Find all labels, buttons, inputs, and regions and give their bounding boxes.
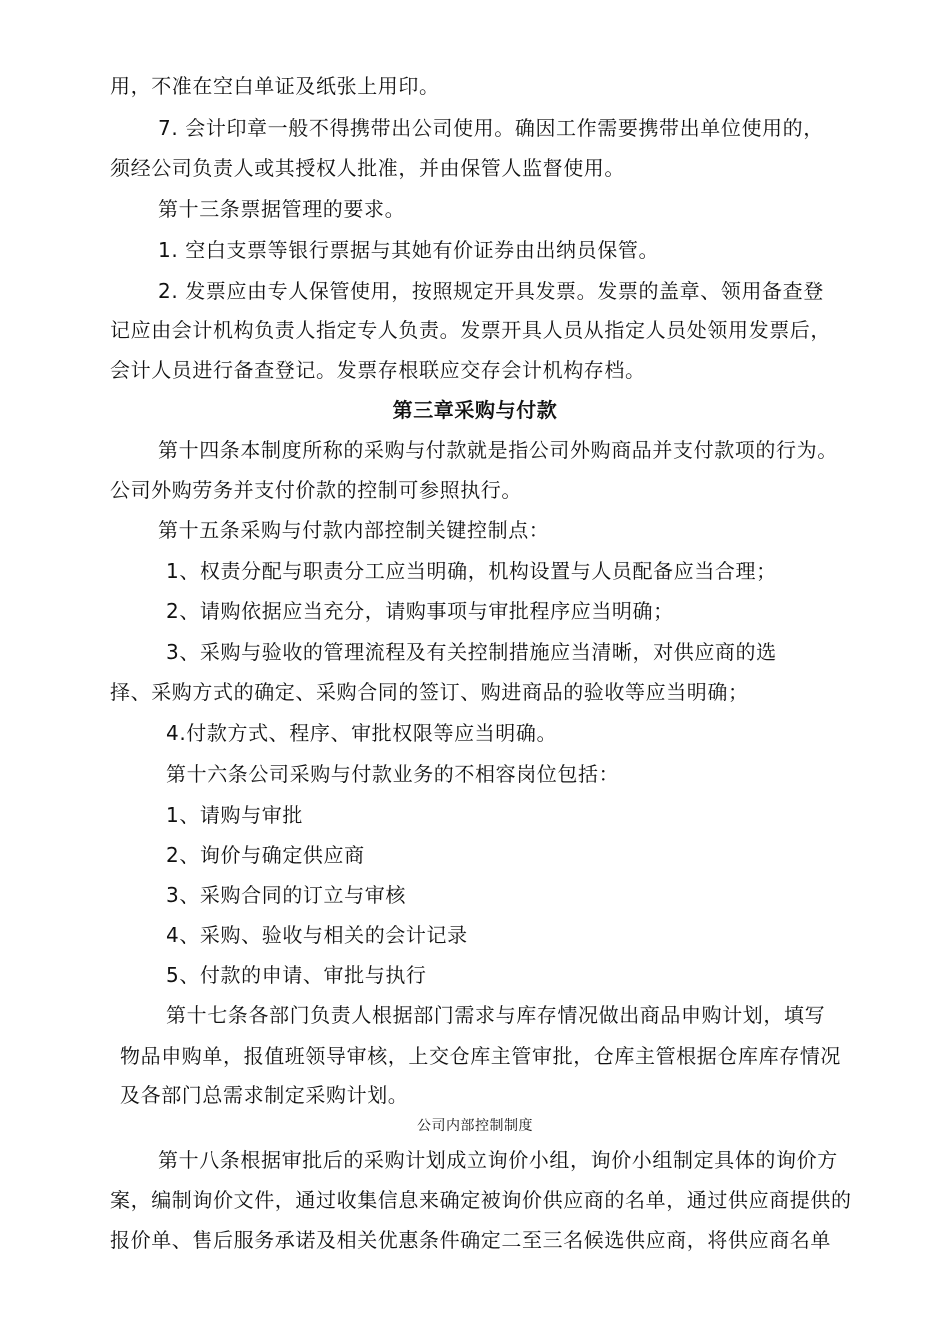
paragraph-line: 第十三条票据管理的要求。	[158, 197, 406, 221]
paragraph-line: 用，不准在空白单证及纸张上用印。	[110, 74, 440, 98]
paragraph-line: 及各部门总需求制定采购计划。	[120, 1083, 409, 1107]
paragraph-line: 会计人员进行备查登记。发票存根联应交存会计机构存档。	[110, 358, 646, 382]
list-item: 2、询价与确定供应商	[166, 843, 365, 867]
list-item: 4、采购、验收与相关的会计记录	[166, 923, 468, 947]
paragraph-line: 第十六条公司采购与付款业务的不相容岗位包括：	[166, 762, 620, 786]
list-item: 2、请购依据应当充分，请购事项与审批程序应当明确；	[166, 599, 674, 623]
paragraph-line: 报价单、售后服务承诺及相关优惠条件确定二至三名候选供应商，将供应商名单	[110, 1228, 831, 1252]
list-item: 3、采购合同的订立与审核	[166, 883, 406, 907]
list-item: 4.付款方式、程序、审批权限等应当明确。	[166, 721, 558, 745]
list-item: 1、请购与审批	[166, 803, 303, 827]
chapter-title: 第三章采购与付款	[392, 398, 558, 422]
document-header-title: 公司内部控制制度	[417, 1118, 533, 1134]
paragraph-line: 案，编制询价文件，通过收集信息来确定被询价供应商的名单，通过供应商提供的	[110, 1188, 852, 1212]
list-item: 3、采购与验收的管理流程及有关控制措施应当清晰，对供应商的选	[166, 640, 777, 664]
paragraph-line: 7. 会计印章一般不得携带出公司使用。确因工作需要携带出单位使用的，	[158, 116, 824, 140]
paragraph-line: 第十八条根据审批后的采购计划成立询价小组，询价小组制定具体的询价方	[158, 1148, 838, 1172]
paragraph-line: 1. 空白支票等银行票据与其她有价证券由出纳员保管。	[158, 238, 660, 262]
paragraph-line: 须经公司负责人或其授权人批准，并由保管人监督使用。	[110, 156, 625, 180]
paragraph-line: 公司外购劳务并支付价款的控制可参照执行。	[110, 478, 522, 502]
paragraph-line: 记应由会计机构负责人指定专人负责。发票开具人员从指定人员处领用发票后，	[110, 318, 831, 342]
paragraph-line: 2. 发票应由专人保管使用，按照规定开具发票。发票的盖章、领用备查登	[158, 279, 824, 303]
paragraph-line: 第十七条各部门负责人根据部门需求与库存情况做出商品申购计划，填写	[166, 1003, 826, 1027]
paragraph-line: 第十四条本制度所称的采购与付款就是指公司外购商品并支付款项的行为。	[158, 438, 838, 462]
paragraph-line: 择、采购方式的确定、采购合同的签订、购进商品的验收等应当明确；	[110, 680, 749, 704]
paragraph-line: 物品申购单，报值班领导审核，上交仓库主管审批，仓库主管根据仓库库存情况	[120, 1044, 841, 1068]
paragraph-line: 第十五条采购与付款内部控制关键控制点：	[158, 518, 550, 542]
list-item: 1、权责分配与职责分工应当明确，机构设置与人员配备应当合理；	[166, 559, 777, 583]
list-item: 5、付款的申请、审批与执行	[166, 963, 427, 987]
